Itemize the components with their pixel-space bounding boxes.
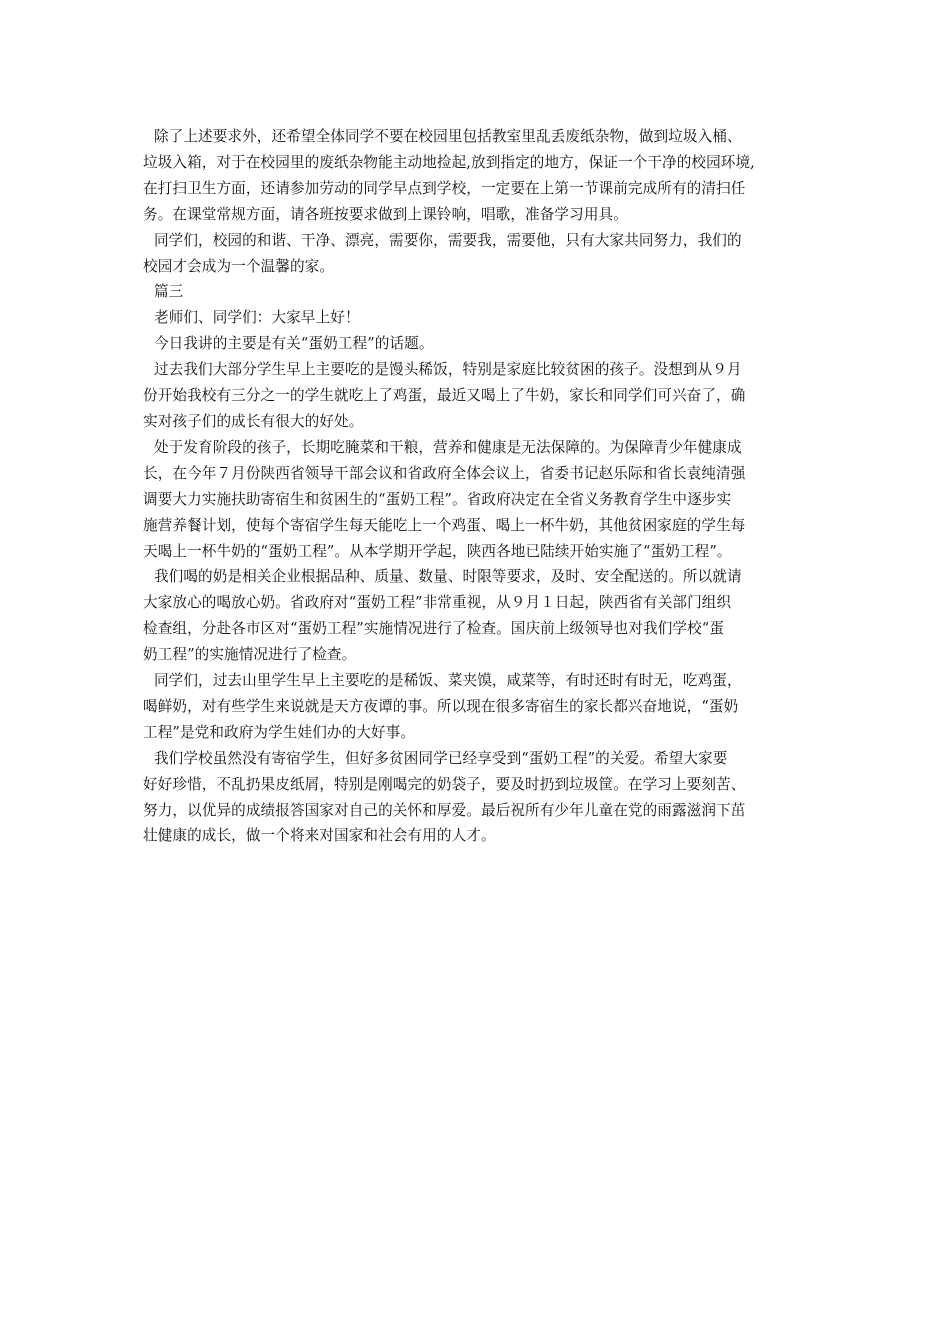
text-line: 大家放心的喝放心奶。省政府对“蛋奶工程”非常重视，从９月１日起，陕西省有关部门组织 <box>143 594 732 612</box>
text-line: 调要大力实施扶助寄宿生和贫困生的“蛋奶工程”。省政府决定在全省义务教育学生中逐步实 <box>143 490 732 508</box>
paragraph-campus-harmony <box>143 228 819 280</box>
text-line: 奶工程”的实施情况进行了检查。 <box>143 646 357 664</box>
text-line: 好好珍惜，不乱扔果皮纸屑，特别是刚喝完的奶袋子，要及时扔到垃圾筐。在学习上要刻苦、 <box>143 775 746 793</box>
text-line: 努力，以优异的成绩报答国家对自己的关怀和厚爱。最后祝所有少年儿童在党的雨露滋润下茁 <box>143 801 746 819</box>
text-line: 我们喝的奶是相关企业根据品种、质量、数量、时限等要求，及时、安全配送的。所以就请 <box>153 568 742 586</box>
text-line: 我们学校虽然没有寄宿学生，但好多贫困同学已经享受到“蛋奶工程”的关爱。希望大家要 <box>153 749 728 767</box>
text-line: 长，在今年７月份陕西省领导干部会议和省政府全体会议上，省委书记赵乐际和省长袁纯清强 <box>143 464 746 482</box>
paragraph-cleanliness-request <box>143 124 819 228</box>
paragraph-policy <box>143 435 819 565</box>
greeting-line: 老师们、同学们：大家早上好！ <box>153 309 360 327</box>
text-line: 施营养餐计划，使每个寄宿学生每天能吃上一个鸡蛋、喝上一杯牛奶，其他贫困家庭的学生每 <box>143 516 746 534</box>
text-line: 在打扫卫生方面，还请参加劳动的同学早点到学校，一定要在上第一节课前完成所有的清扫任 <box>143 179 746 197</box>
text-line: 检查组，分赴各市区对“蛋奶工程”实施情况进行了检查。国庆前上级领导也对我们学校“蛋 <box>143 620 725 638</box>
text-line: 同学们，校园的和谐、干净、漂亮，需要你，需要我，需要他，只有大家共同努力，我们的 <box>153 231 742 249</box>
text-line: 壮健康的成长，做一个将来对国家和社会有用的人才。 <box>143 827 496 845</box>
text-line: 处于发育阶段的孩子，长期吃腌菜和干粮，营养和健康是无法保障的。为保障青少年健康成 <box>153 438 742 456</box>
paragraph-past-breakfast <box>143 357 819 435</box>
paragraph-mountain-students <box>143 668 819 746</box>
text-line: 份开始我校有三分之一的学生就吃上了鸡蛋，最近又喝上了牛奶，家长和同学们可兴奋了，确 <box>143 387 746 405</box>
text-line: 工程”是党和政府为学生娃们办的大好事。 <box>143 723 416 741</box>
text-line: 垃圾入箱，对于在校园里的废纸杂物能主动地捡起,放到指定的地方，保证一个干净的校园环境, <box>143 153 755 171</box>
text-line: 喝鲜奶，对有些学生来说就是天方夜谭的事。所以现在很多寄宿生的家长都兴奋地说，“蛋奶 <box>143 697 739 715</box>
text-line: 除了上述要求外，还希望全体同学不要在校园里包括教室里乱丢废纸杂物，做到垃圾入桶、 <box>153 128 742 145</box>
text-line: 务。在课堂常规方面，请各班按要求做到上课铃响，唱歌，准备学习用具。 <box>143 205 628 223</box>
text-line: 实对孩子们的成长有很大的好处。 <box>143 412 364 430</box>
topic-line: 今日我讲的主要是有关“蛋奶工程”的话题。 <box>153 335 434 353</box>
section-heading: 篇三 <box>153 283 184 301</box>
text-line: 过去我们大部分学生早上主要吃的是馒头稀饭，特别是家庭比较贫困的孩子。没想到从９月 <box>153 361 742 379</box>
paragraph-milk-safety <box>143 564 819 668</box>
document-body <box>143 124 819 849</box>
text-line: 天喝上一杯牛奶的“蛋奶工程”。从本学期开学起，陕西各地已陆续开始实施了“蛋奶工程”。 <box>143 542 732 560</box>
paragraph-closing <box>143 746 819 850</box>
text-line: 同学们，过去山里学生早上主要吃的是稀饭、菜夹馍，咸菜等，有时还时有时无，吃鸡蛋， <box>153 672 742 690</box>
text-line: 校园才会成为一个温馨的家。 <box>143 257 335 275</box>
